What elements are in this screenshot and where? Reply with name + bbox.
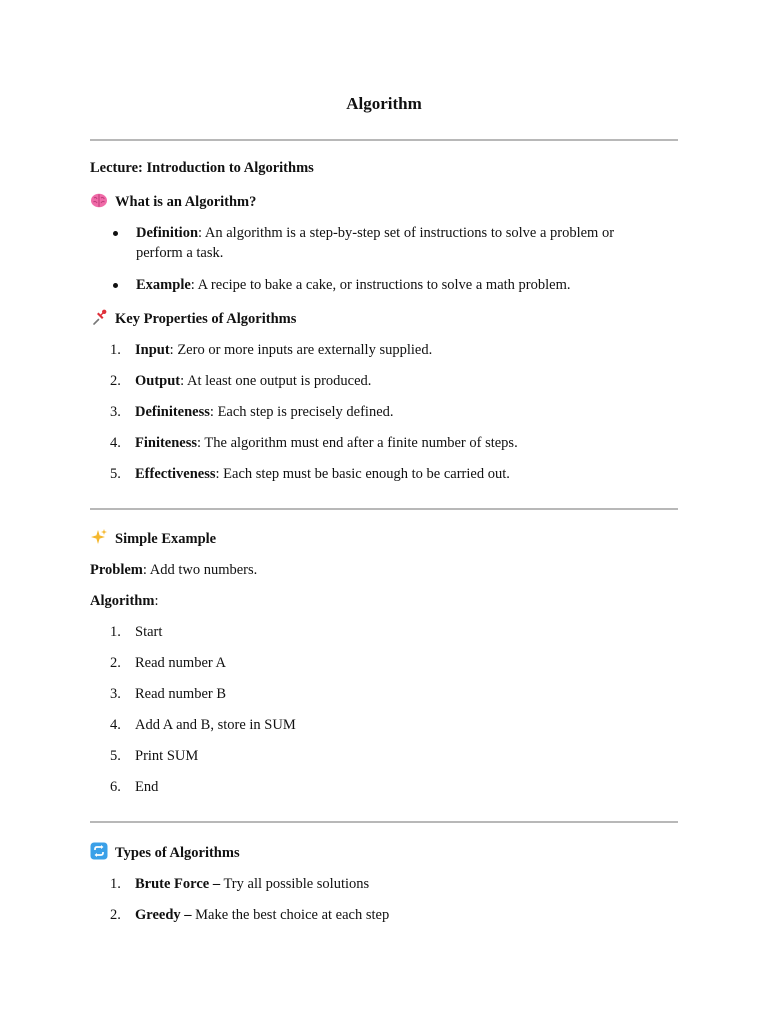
text-output: : At least one output is produced. bbox=[180, 373, 372, 389]
list-number: 4. bbox=[110, 435, 121, 451]
text-definition: : An algorithm is a step-by-step set of instructions to solve a problem or perform a task. bbox=[136, 225, 615, 261]
section-heading-types bbox=[90, 842, 240, 863]
step-item bbox=[110, 715, 296, 735]
property-item-definiteness bbox=[110, 402, 394, 422]
list-number: 3. bbox=[110, 404, 121, 420]
term-effectiveness: Effectiveness bbox=[135, 466, 216, 482]
list-number: 5. bbox=[110, 748, 121, 764]
text-finiteness: : The algorithm must end after a finite number of steps. bbox=[197, 435, 518, 451]
step-text: Print SUM bbox=[135, 748, 199, 764]
type-item-greedy bbox=[110, 905, 389, 925]
type-item-brute-force bbox=[110, 874, 369, 894]
step-item bbox=[110, 746, 198, 766]
term-problem: Problem bbox=[90, 562, 143, 578]
list-item-example bbox=[113, 275, 653, 295]
section-heading-properties-text: Key Properties of Algorithms bbox=[115, 311, 297, 327]
step-text: Read number A bbox=[135, 655, 227, 671]
step-item bbox=[110, 684, 226, 704]
step-text: End bbox=[135, 779, 159, 795]
text-algorithm: : bbox=[154, 593, 159, 609]
step-item bbox=[110, 653, 226, 673]
list-number: 3. bbox=[110, 686, 121, 702]
algorithm-label bbox=[90, 591, 158, 611]
problem-statement bbox=[90, 560, 257, 580]
step-text: Start bbox=[135, 624, 163, 640]
pushpin-icon bbox=[90, 308, 108, 326]
horizontal-rule bbox=[90, 508, 678, 510]
text-greedy: Make the best choice at each step bbox=[191, 907, 390, 923]
property-item-input bbox=[110, 340, 432, 360]
list-number: 2. bbox=[110, 907, 121, 923]
section-heading-properties bbox=[90, 308, 296, 329]
list-number: 1. bbox=[110, 342, 121, 358]
horizontal-rule bbox=[90, 821, 678, 823]
bullet-icon bbox=[113, 231, 118, 236]
horizontal-rule bbox=[90, 139, 678, 141]
list-number: 2. bbox=[110, 373, 121, 389]
text-input: : Zero or more inputs are externally supplied. bbox=[169, 342, 433, 358]
term-definition: Definition bbox=[136, 225, 199, 241]
list-number: 1. bbox=[110, 876, 121, 892]
section-heading-what bbox=[90, 191, 256, 212]
text-brute-force: Try all possible solutions bbox=[220, 876, 370, 892]
term-example: Example bbox=[136, 277, 191, 293]
section-heading-example bbox=[90, 528, 216, 549]
term-output: Output bbox=[135, 373, 181, 389]
list-number: 6. bbox=[110, 779, 121, 795]
document-title: Algorithm bbox=[346, 94, 422, 113]
text-effectiveness: : Each step must be basic enough to be carried out. bbox=[215, 466, 510, 482]
step-item bbox=[110, 622, 162, 642]
term-algorithm: Algorithm bbox=[90, 593, 155, 609]
list-number: 2. bbox=[110, 655, 121, 671]
step-text: Add A and B, store in SUM bbox=[135, 717, 296, 733]
section-heading-example-text: Simple Example bbox=[115, 531, 217, 547]
bullet-icon bbox=[113, 283, 118, 288]
list-item-definition bbox=[113, 223, 653, 263]
property-item-output bbox=[110, 371, 371, 391]
step-item bbox=[110, 777, 158, 797]
property-item-finiteness bbox=[110, 433, 518, 453]
section-heading-types-text: Types of Algorithms bbox=[115, 845, 240, 861]
term-input: Input bbox=[135, 342, 170, 358]
section-heading-what-text: What is an Algorithm? bbox=[115, 194, 257, 210]
term-definiteness: Definiteness bbox=[135, 404, 210, 420]
step-text: Read number B bbox=[135, 686, 227, 702]
list-number: 5. bbox=[110, 466, 121, 482]
list-number: 1. bbox=[110, 624, 121, 640]
property-item-effectiveness bbox=[110, 464, 510, 484]
term-greedy: Greedy – bbox=[135, 907, 192, 923]
text-example: : A recipe to bake a cake, or instructions to solve a math problem. bbox=[190, 277, 571, 293]
term-brute-force: Brute Force – bbox=[135, 876, 221, 892]
repeat-arrows-icon bbox=[90, 842, 108, 860]
brain-icon bbox=[90, 191, 108, 209]
text-definiteness: : Each step is precisely defined. bbox=[209, 404, 394, 420]
term-finiteness: Finiteness bbox=[135, 435, 198, 451]
list-number: 4. bbox=[110, 717, 121, 733]
lecture-heading: Lecture: Introduction to Algorithms bbox=[90, 160, 314, 176]
text-problem: : Add two numbers. bbox=[142, 562, 258, 578]
sparkles-icon bbox=[90, 528, 108, 546]
